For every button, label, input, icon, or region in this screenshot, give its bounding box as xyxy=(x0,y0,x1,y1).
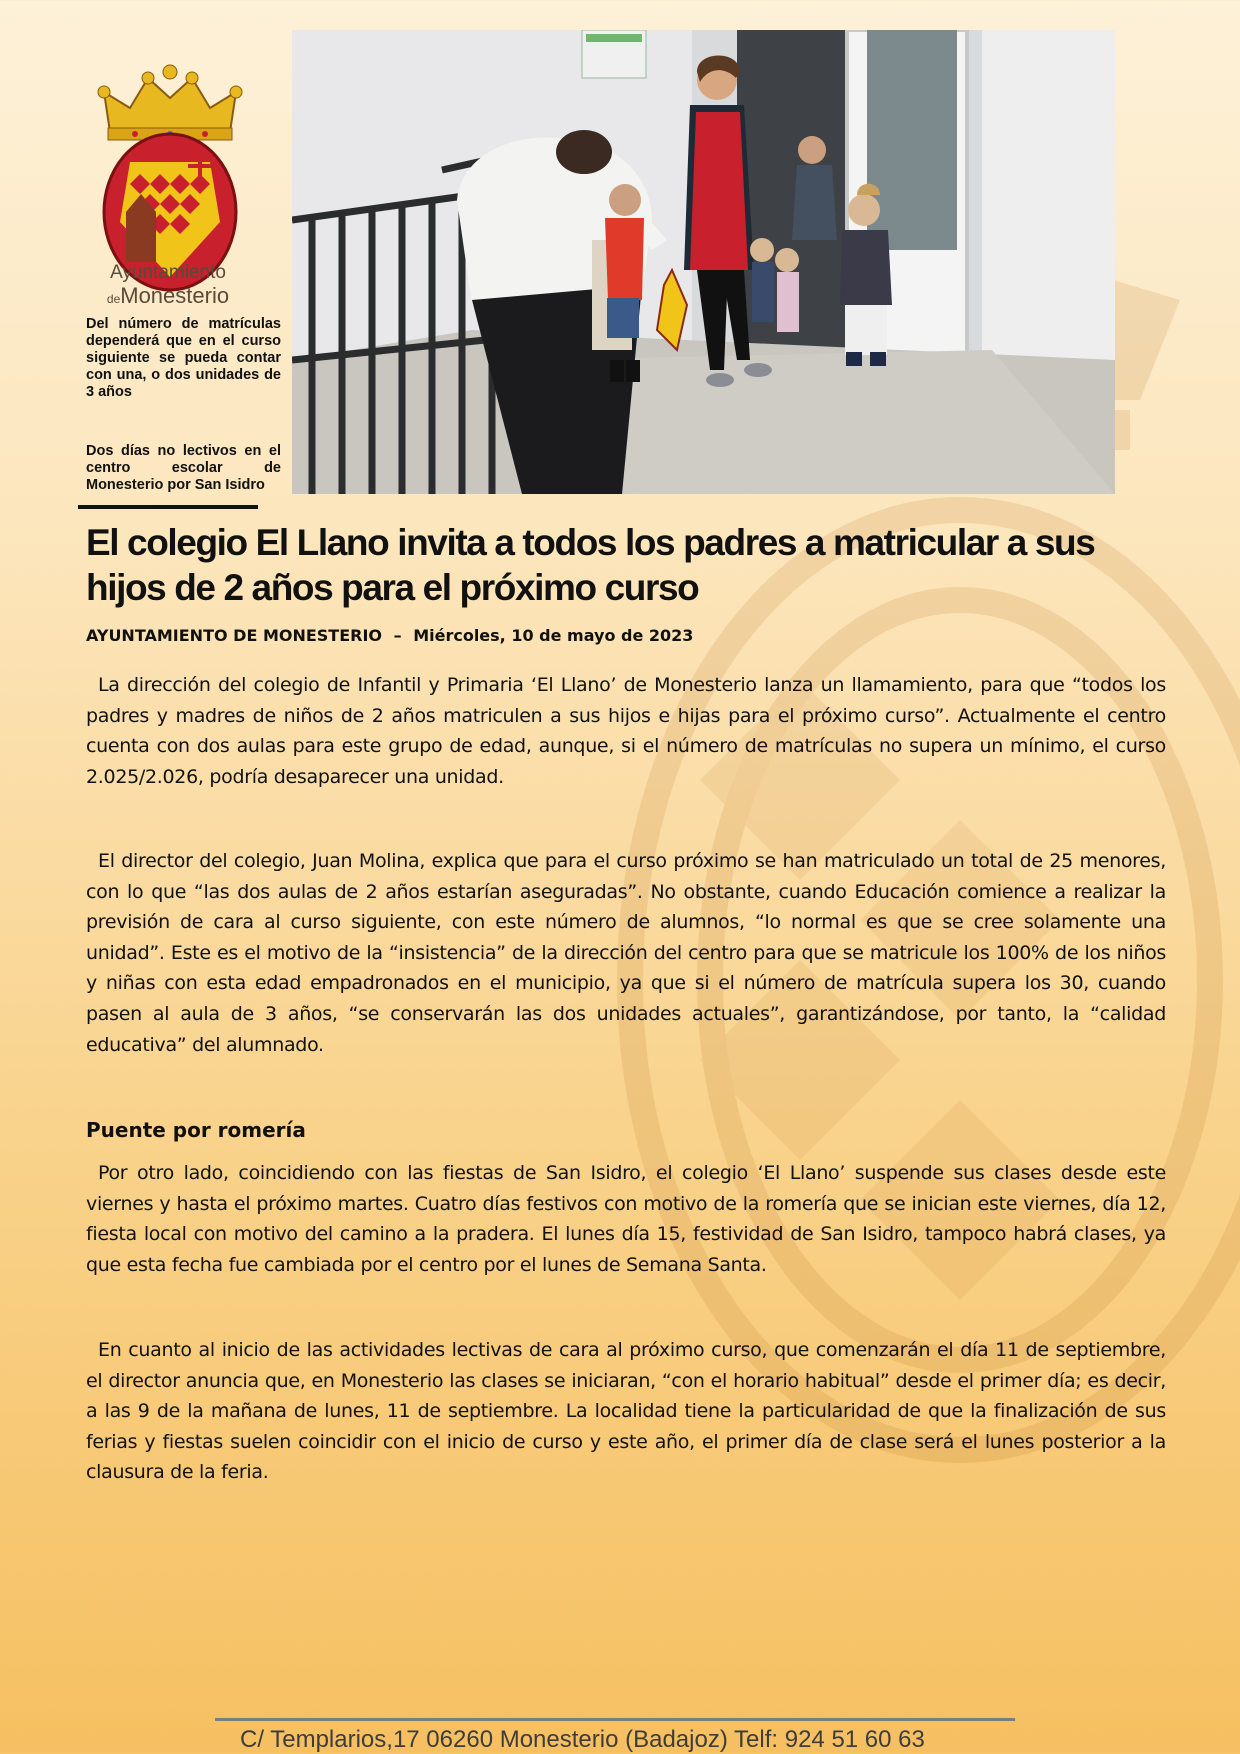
ayuntamiento-name xyxy=(86,262,250,311)
article-byline xyxy=(86,626,693,645)
article-paragraph: La dirección del colegio de Infantil y Primaria ‘El Llano’ de Monesterio lanza un llamamiento, para que “todos los padres y madres de niños de 2 años matriculen a sus hijos e hijas para el próximo curso”. Actualmente el centro cuenta con dos aulas para este grupo de edad, aunque, si el número de matrículas no supera un mínimo, el curso 2.025/2.026, podría desaparecer una unidad. xyxy=(86,674,1166,788)
article-paragraph: En cuanto al inicio de las actividades lectivas de cara al próximo curso, que comenzarán el día 11 de septiembre, el director anuncia que, en Monesterio las clases se iniciaran, “con el horario habitual” desde el primer día; es decir, a las 9 de la mañana de lunes, 11 de septiembre. La localidad tiene la particularidad de que la finalización de sus ferias y fiestas suelen coincidir con el inicio de curso y este año, el primer día de clase será el lunes posterior a la clausura de la feria. xyxy=(86,1339,1166,1484)
footer-address: C/ Templarios,17 06260 Monesterio (Badajoz) Telf: 924 51 60 63 xyxy=(240,1726,925,1753)
article-subheading: Puente por romería xyxy=(86,1118,306,1142)
sidebar-divider xyxy=(78,505,258,509)
school-entrance-photo xyxy=(292,30,1115,494)
crown-icon xyxy=(98,65,242,140)
logo-name-line1: Ayuntamiento xyxy=(110,262,226,283)
article-headline: El colegio El Llano invita a todos los padres a matricular a sus hijos de 2 años para el próximo curso xyxy=(86,522,1095,608)
footer-divider xyxy=(215,1718,1015,1721)
article-paragraph: El director del colegio, Juan Molina, explica que para el curso próximo se han matriculado un total de 25 menores, con lo que “las dos aulas de 2 años estarían aseguradas”. No obstante, cuando Educación comience a realizar la previsión de cara al curso siguiente, con este número de alumnos, “lo normal es que se cree solamente una unidad”. Este es el motivo de la “insistencia” de la dirección del centro para que se matricule los 100% de los niños y niñas con esta edad empadronados en el municipio, ya que si el número de matrícula supera los 30, cuando pasen al aula de 3 años, “se conservarán las dos unidades actuales”, garantizándose, por tanto, la “calidad educativa” del alumnado. xyxy=(86,850,1166,1056)
byline-separator: – xyxy=(393,626,402,645)
sidebar-note-enrollment: Del número de matrículas dependerá que en el curso siguiente se pueda contar con una, o dos unidades de 3 años xyxy=(86,316,281,400)
byline-date: Miércoles, 10 de mayo de 2023 xyxy=(413,626,694,645)
logo-name-de: de xyxy=(106,292,121,306)
sidebar-note-holidays: Dos días no lectivos en el centro escolar de Monesterio por San Isidro xyxy=(86,443,281,493)
logo-name-town: Monesterio xyxy=(120,283,230,308)
logo-name-line2 xyxy=(86,284,250,311)
byline-source: AYUNTAMIENTO DE MONESTERIO xyxy=(86,626,383,645)
article-paragraph: Por otro lado, coincidiendo con las fiestas de San Isidro, el colegio ‘El Llano’ suspende sus clases desde este viernes y hasta el próximo martes. Cuatro días festivos con motivo de la romería que se inician este viernes, día 12, fiesta local con motivo del camino a la pradera. El lunes día 15, festividad de San Isidro, tampoco habrá clases, ya que esta fecha fue cambiada por el centro por el lunes de Semana Santa. xyxy=(86,1162,1166,1276)
